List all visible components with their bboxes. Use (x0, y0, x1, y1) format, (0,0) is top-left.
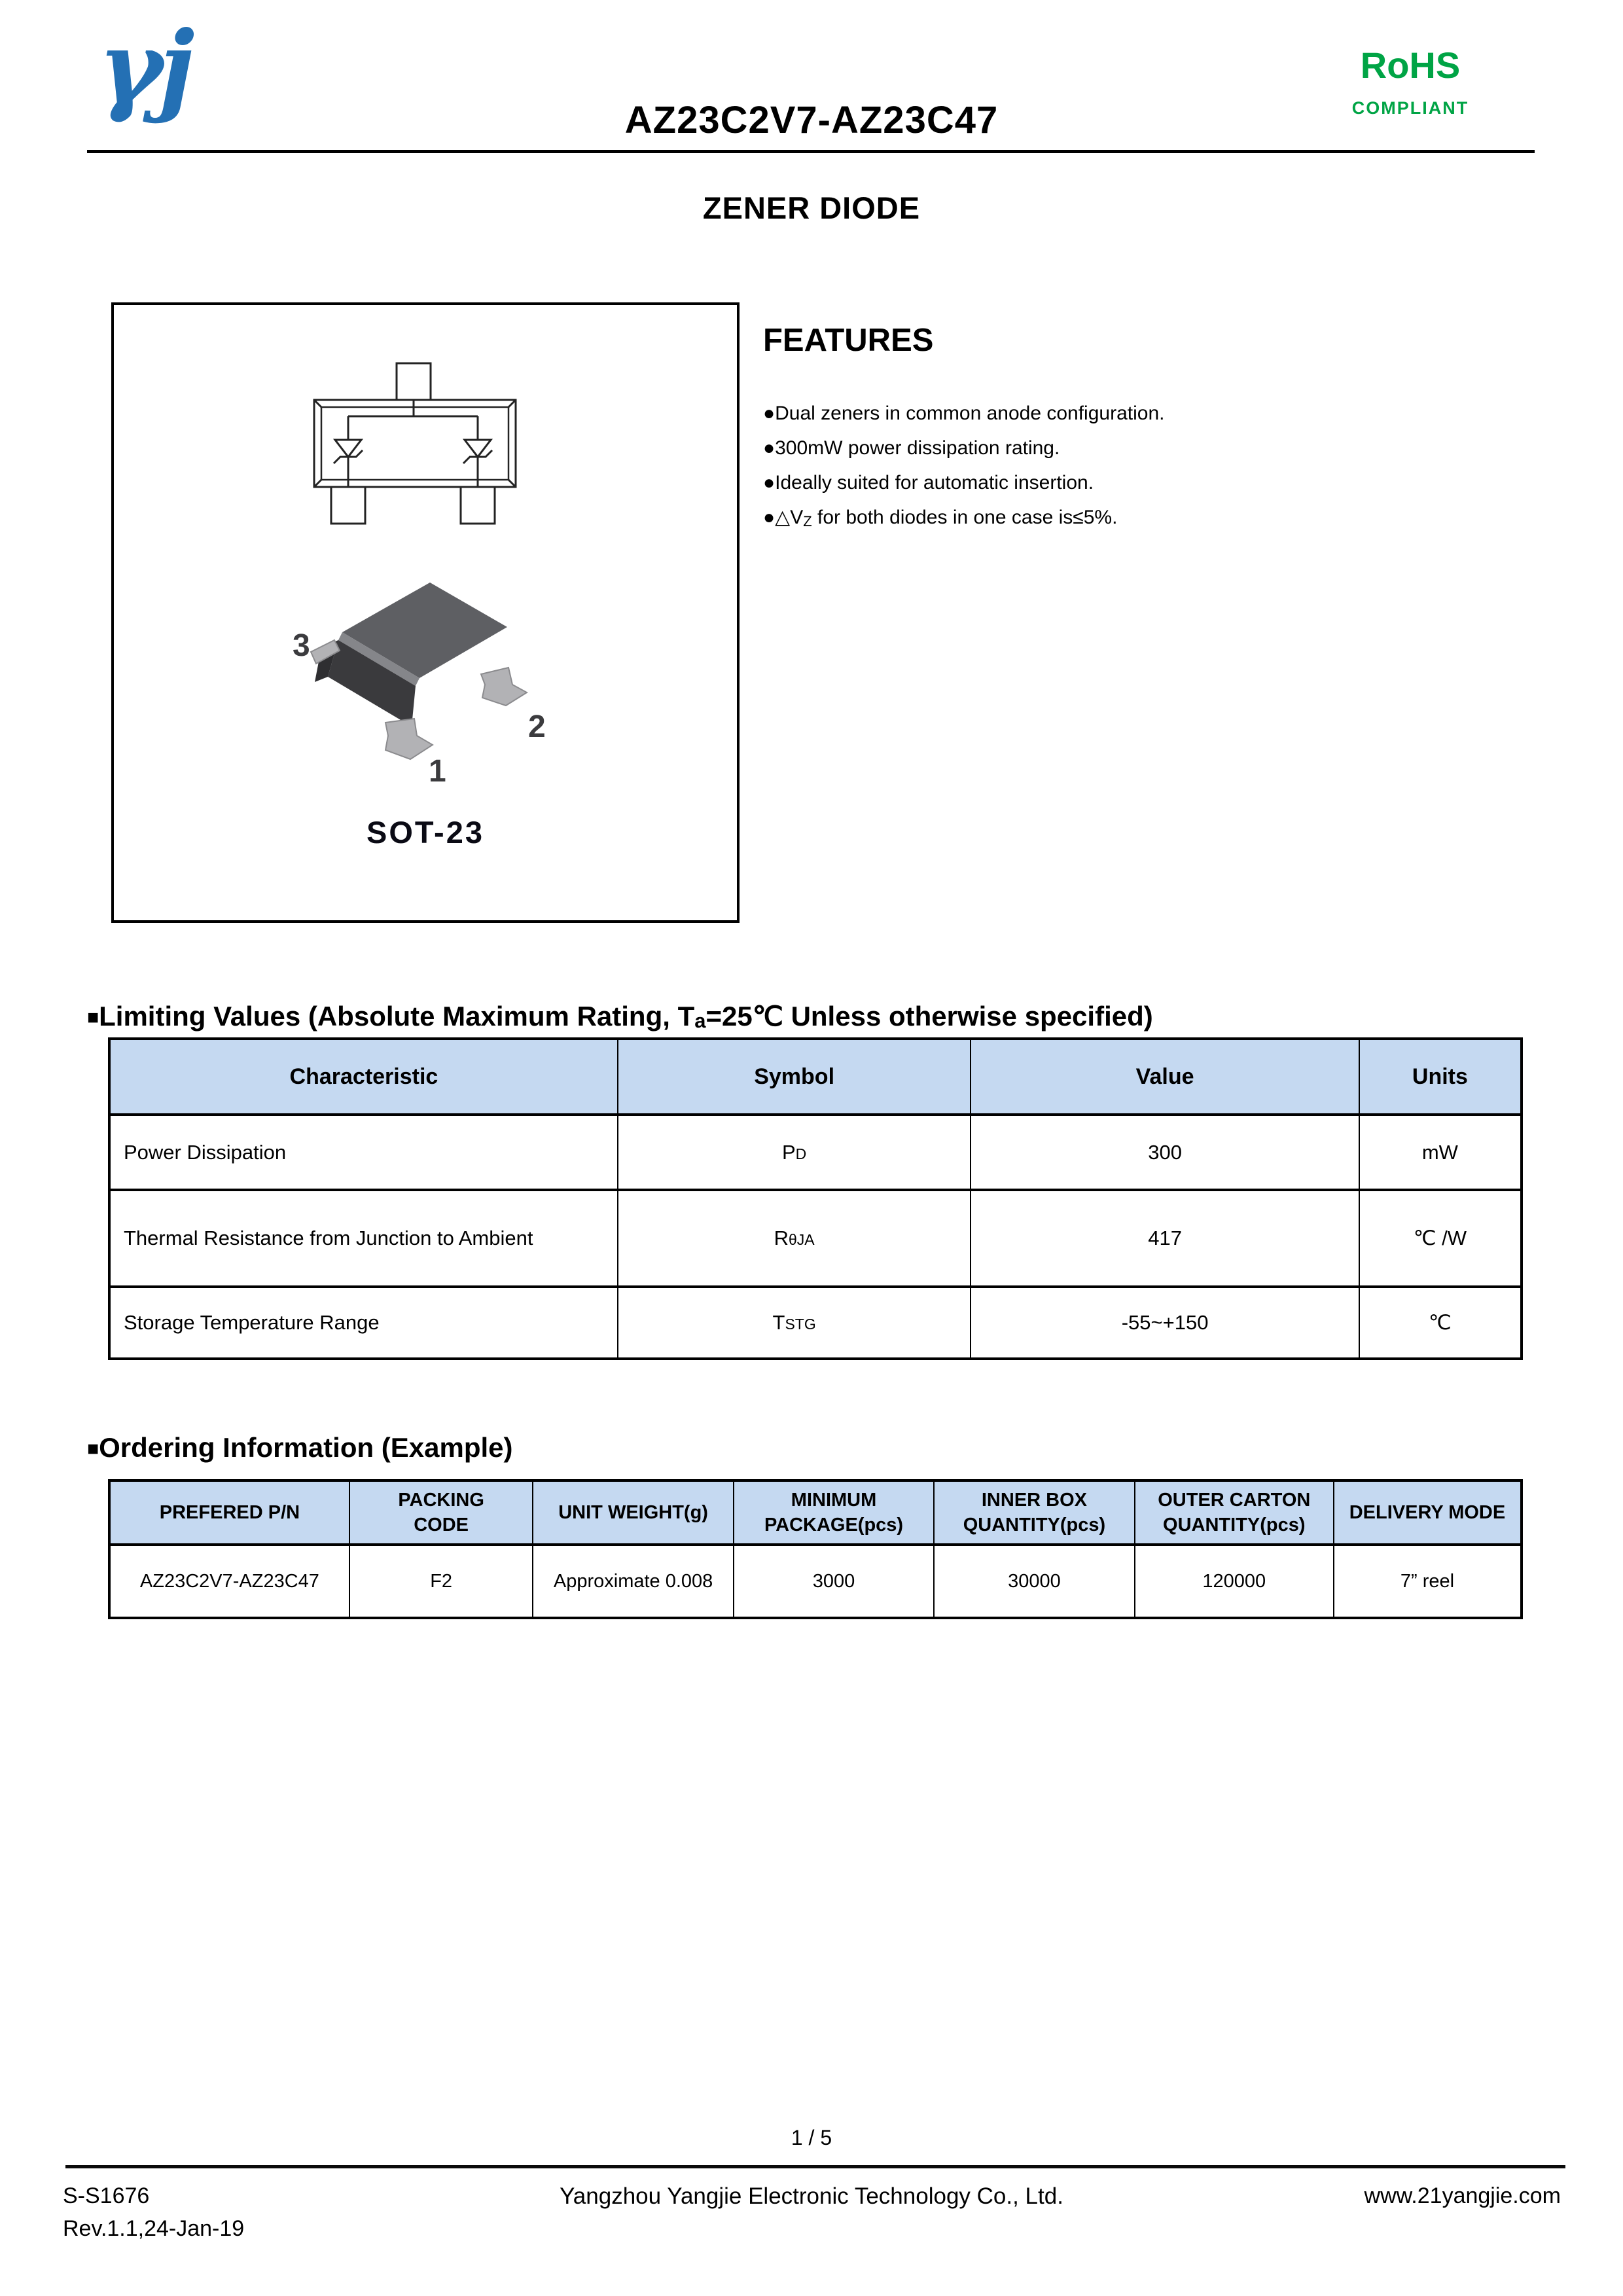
symbol-cell: TSTG (618, 1287, 971, 1359)
section-marker-icon: ■ (87, 1007, 99, 1028)
schematic-bottom-pin-right (461, 487, 495, 524)
bullet-icon: ● (763, 437, 776, 459)
feature-item: ●△VZ for both diodes in one case is≤5%. (763, 507, 1118, 529)
logo-glyph: γj (98, 20, 191, 125)
table-header-row (109, 1039, 1522, 1115)
package-name-label: SOT-23 (366, 815, 484, 850)
feature-item: ●Ideally suited for automatic insertion. (763, 472, 1094, 493)
feature-item: ●300mW power dissipation rating. (763, 437, 1060, 459)
value-cell: -55~+150 (971, 1287, 1359, 1359)
package-lead-2 (481, 668, 527, 706)
characteristic-cell: Thermal Resistance from Junction to Ambient (109, 1190, 618, 1287)
value-cell: 300 (971, 1115, 1359, 1190)
characteristic-cell: Power Dissipation (109, 1115, 618, 1190)
column-header-delivery-mode: DELIVERY MODE (1334, 1480, 1522, 1545)
package-lead-1 (385, 719, 433, 759)
footer-rule (65, 2165, 1565, 2168)
revision: Rev.1.1,24-Jan-19 (63, 2216, 245, 2241)
bullet-icon: ● (763, 507, 776, 528)
features-title: FEATURES (763, 323, 934, 358)
footer-company: Yangzhou Yangjie Electronic Technology Co., Ltd. (560, 2183, 1063, 2209)
dual-zener-schematic (310, 361, 521, 530)
delivery-mode-cell: 7” reel (1334, 1545, 1522, 1618)
schematic-bottom-pin-left (331, 487, 365, 524)
characteristic-cell: Storage Temperature Range (109, 1287, 618, 1359)
pin-2-label: 2 (528, 709, 546, 744)
packing-code-cell: F2 (349, 1545, 533, 1618)
footer-website: www.21yangjie.com (1364, 2183, 1561, 2208)
symbol-cell: RθJA (618, 1190, 971, 1287)
device-type-title: ZENER DIODE (702, 190, 921, 225)
header-rule (87, 150, 1535, 153)
column-header-value: Value (971, 1039, 1359, 1115)
column-header-unit-weight: UNIT WEIGHT(g) (533, 1480, 733, 1545)
table-row (109, 1115, 1522, 1190)
rohs-compliant-label: COMPLIANT (1351, 98, 1469, 118)
units-cell: mW (1359, 1115, 1522, 1190)
pin-1-label: 1 (429, 754, 446, 787)
package-figure-box (111, 302, 740, 923)
schematic-top-pin (397, 363, 431, 400)
inner-box-cell: 30000 (934, 1545, 1134, 1618)
column-header-symbol: Symbol (618, 1039, 971, 1115)
column-header-minimum-package: MINIMUM PACKAGE(pcs) (734, 1480, 934, 1545)
symbol-cell: PD (618, 1115, 971, 1190)
column-header-inner-box: INNER BOX QUANTITY(pcs) (934, 1480, 1134, 1545)
doc-code: S-S1676 (63, 2183, 150, 2208)
value-cell: 417 (971, 1190, 1359, 1287)
column-header-packing-code: PACKING CODE (349, 1480, 533, 1545)
table-row (109, 1545, 1522, 1618)
limiting-values-table (108, 1037, 1523, 1360)
page-number: 1 / 5 (791, 2126, 832, 2149)
rohs-mark (1335, 47, 1486, 118)
column-header-outer-carton: OUTER CARTON QUANTITY(pcs) (1135, 1480, 1334, 1545)
units-cell: ℃ /W (1359, 1190, 1522, 1287)
column-header-units: Units (1359, 1039, 1522, 1115)
bullet-icon: ● (763, 403, 776, 424)
schematic-body-inner (321, 407, 508, 480)
ordering-information-heading: ■Ordering Information (Example) (87, 1432, 513, 1463)
table-row (109, 1190, 1522, 1287)
sot23-3d-render (287, 565, 556, 787)
schematic-body-outer (314, 400, 516, 487)
minimum-package-cell: 3000 (734, 1545, 934, 1618)
table-header-row (109, 1480, 1522, 1545)
column-header-prefered-pn: PREFERED P/N (109, 1480, 349, 1545)
section-marker-icon: ■ (87, 1438, 99, 1460)
page-title: AZ23C2V7-AZ23C47 (624, 99, 999, 141)
ordering-information-table (108, 1479, 1523, 1619)
features-section (763, 322, 1542, 535)
unit-weight-cell: Approximate 0.008 (533, 1545, 733, 1618)
pin-3-label: 3 (293, 628, 310, 663)
schematic-wires (348, 400, 478, 487)
bullet-icon: ● (763, 472, 776, 493)
table-row (109, 1287, 1522, 1359)
column-header-characteristic: Characteristic (109, 1039, 618, 1115)
feature-item: ●Dual zeners in common anode configuration. (763, 403, 1165, 424)
rohs-label: RoHS (1360, 45, 1461, 86)
outer-carton-cell: 120000 (1135, 1545, 1334, 1618)
limiting-values-heading: ■Limiting Values (Absolute Maximum Rating, Ta=25℃ Unless otherwise specified) (87, 1001, 1153, 1032)
part-number-cell: AZ23C2V7-AZ23C47 (109, 1545, 349, 1618)
units-cell: ℃ (1359, 1287, 1522, 1359)
